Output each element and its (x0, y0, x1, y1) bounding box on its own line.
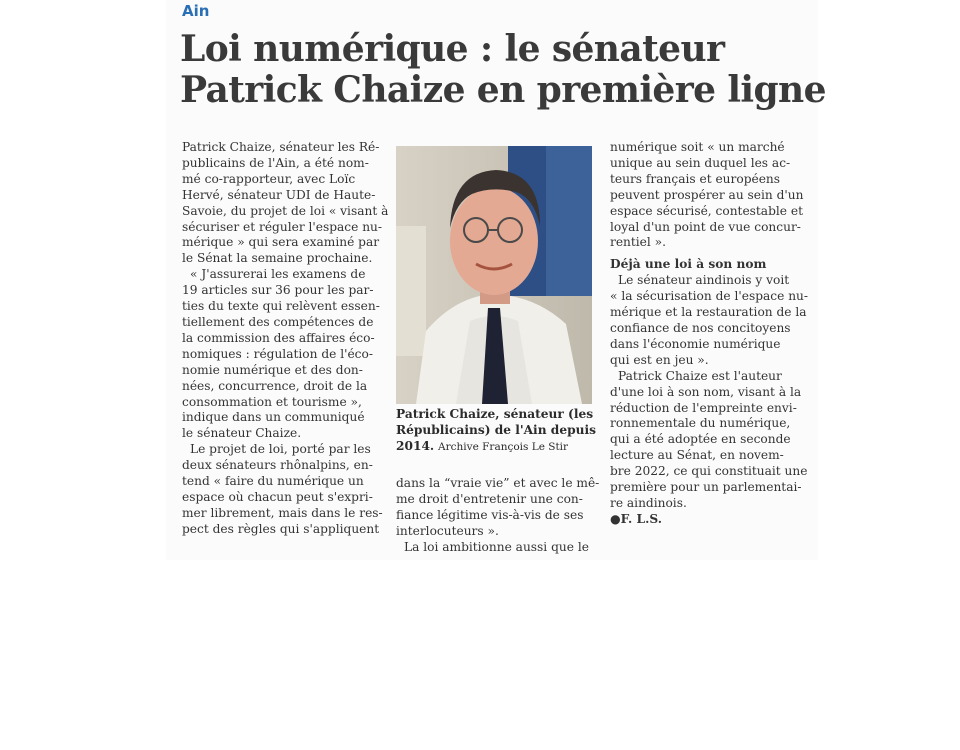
text-line: deux sénateurs rhônalpins, en- (182, 458, 373, 473)
text-line: mer librement, mais dans le res- (182, 505, 383, 520)
text-line: dans l'économie numérique (610, 336, 781, 351)
text-line: espace où chacun peut s'expri- (182, 489, 373, 504)
caption-line: 2014. (396, 438, 435, 453)
text-line: mérique » qui sera examiné par (182, 235, 380, 250)
text-line: réduction de l'empreinte envi- (610, 400, 797, 415)
text-line: « J'assurerai les examens de (190, 267, 366, 282)
portrait-photo (396, 146, 592, 404)
text-line: pect des règles qui s'appliquent (182, 521, 380, 536)
text-line: qui est en jeu ». (610, 352, 709, 367)
text-line: nomie numérique et des don- (182, 362, 363, 377)
text-line: Savoie, du projet de loi « visant à (182, 203, 389, 218)
text-line: « la sécurisation de l'espace nu- (610, 289, 809, 304)
article-column-2 (396, 476, 600, 556)
article-column-1 (182, 140, 389, 538)
text-line: numérique soit « un marché (610, 140, 785, 154)
text-line: Patrick Chaize, sénateur les Ré- (182, 140, 380, 154)
text-line: mé co-rapporteur, avec Loïc (182, 171, 356, 186)
text-line: Patrick Chaize est l'auteur (618, 368, 782, 383)
text-line: qui a été adoptée en seconde (610, 432, 791, 447)
article-column-3 (610, 140, 810, 528)
text-line: dans la “vraie vie” et avec le mê- (396, 476, 600, 490)
text-line: publicains de l'Ain, a été nom- (182, 155, 369, 170)
text-line: teurs français et européens (610, 171, 781, 186)
text-line: fiance légitime vis-à-vis de ses (396, 507, 584, 522)
text-line: me droit d'entretenir une con- (396, 491, 583, 506)
text-line: la commission des affaires éco- (182, 330, 375, 345)
text-line: tiellement des compétences de (182, 314, 374, 329)
text-line: sécuriser et réguler l'espace nu- (182, 219, 383, 234)
text-line: le Sénat la semaine prochaine. (182, 251, 373, 266)
headline-line-2: Patrick Chaize en première ligne (180, 69, 826, 111)
text-line: rentiel ». (610, 235, 666, 250)
text-line: nées, concurrence, droit de la (182, 378, 368, 393)
text-line: loyal d'un point de vue concur- (610, 219, 801, 234)
headline (180, 28, 826, 111)
text-line: nomiques : régulation de l'éco- (182, 346, 373, 361)
text-line: première pour un parlementai- (610, 480, 802, 495)
text-line: ties du texte qui relèvent essen- (182, 299, 380, 314)
text-line: re aindinois. (610, 495, 687, 510)
text-line: 19 articles sur 36 pour les par- (182, 283, 374, 298)
text-line: La loi ambitionne aussi que le (404, 539, 589, 554)
text-line: consommation et tourisme », (182, 394, 362, 409)
headline-line-1: Loi numérique : le sénateur (180, 28, 725, 70)
text-line: indique dans un communiqué (182, 410, 365, 425)
caption-line: Républicains) de l'Ain depuis (396, 422, 596, 437)
subheading: Déjà une loi à son nom (610, 257, 767, 272)
text-line: unique au sein duquel les ac- (610, 155, 791, 170)
text-line: d'une loi à son nom, visant à la (610, 384, 802, 399)
photo-credit: Archive François Le Stir (438, 440, 569, 453)
text-line: confiance de nos concitoyens (610, 320, 791, 335)
text-line: le sénateur Chaize. (182, 426, 302, 441)
text-line: Le sénateur aindinois y voit (618, 273, 790, 288)
text-line: espace sécurisé, contestable et (610, 203, 803, 218)
caption-line: Patrick Chaize, sénateur (les (396, 407, 594, 421)
text-line: Le projet de loi, porté par les (190, 442, 371, 457)
section-rubric: Ain (182, 2, 210, 20)
text-line: Hervé, sénateur UDI de Haute- (182, 187, 376, 202)
text-line: interlocuteurs ». (396, 523, 499, 538)
photo-caption (396, 407, 594, 456)
text-line: mérique et la restauration de la (610, 305, 807, 320)
author-signature: ●F. L.S. (610, 511, 662, 526)
text-line: tend « faire du numérique un (182, 474, 364, 489)
text-line: peuvent prospérer au sein d'un (610, 187, 804, 202)
text-line: ronnementale du numérique, (610, 416, 791, 431)
portrait-illustration (396, 146, 592, 404)
text-line: bre 2022, ce qui constituait une (610, 464, 808, 479)
text-line: lecture au Sénat, en novem- (610, 448, 784, 463)
